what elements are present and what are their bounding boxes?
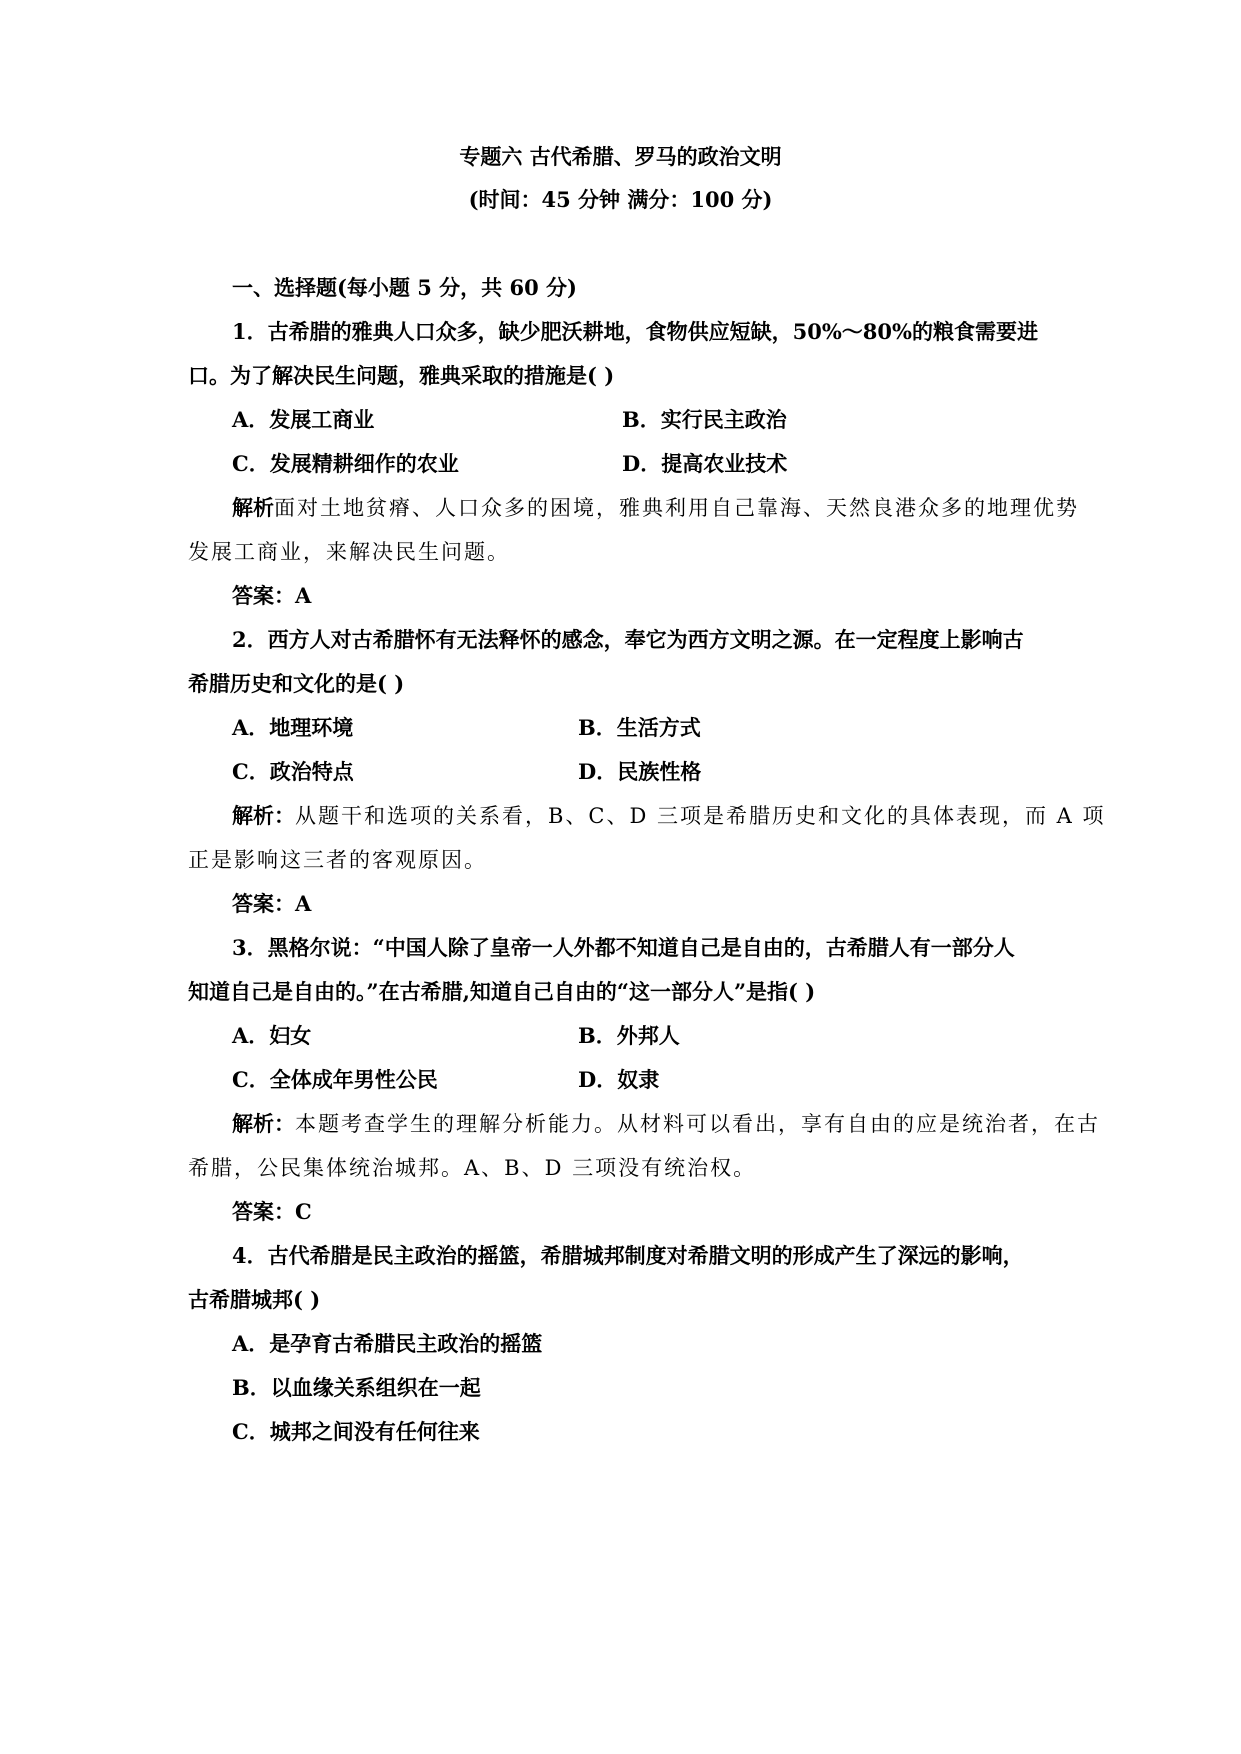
question-3-stem-line-2: 知道自己是自由的。”在古希腊,知道自己自由的“这一部分人”是指( ) bbox=[188, 979, 816, 1004]
question-3-stem-line-1: 3．黑格尔说：“中国人除了皇帝一人外都不知道自己是自由的，古希腊人有一部分人 bbox=[232, 935, 1015, 960]
question-4-option-c: C．城邦之间没有任何往来 bbox=[232, 1419, 480, 1444]
question-1-option-b: B．实行民主政治 bbox=[622, 407, 787, 432]
analysis-text: 本题考查学生的理解分析能力。从材料可以看出，享有自由的应是统治者，在古 bbox=[295, 1112, 1100, 1136]
question-2-option-d: D．民族性格 bbox=[578, 759, 702, 784]
question-4-option-b: B．以血缘关系组织在一起 bbox=[232, 1375, 481, 1400]
page-subtitle: (时间：45 分钟 满分：100 分) bbox=[468, 187, 773, 212]
question-3-option-d: D．奴隶 bbox=[578, 1067, 660, 1092]
question-1-option-a: A．发展工商业 bbox=[232, 407, 375, 432]
question-1-analysis-line-2: 发展工商业，来解决民生问题。 bbox=[188, 540, 510, 564]
section-heading: 一、选择题(每小题 5 分，共 60 分) bbox=[232, 275, 577, 300]
analysis-text: 面对土地贫瘠、人口众多的困境，雅典利用自己靠海、天然良港众多的地理优势 bbox=[274, 496, 1079, 520]
question-3-analysis-line-1 bbox=[232, 1109, 1100, 1139]
question-2-stem-line-1: 2．西方人对古希腊怀有无法释怀的感念，奉它为西方文明之源。在一定程度上影响古 bbox=[232, 627, 1024, 652]
question-3-analysis-line-2: 希腊，公民集体统治城邦。A、B、D 三项没有统治权。 bbox=[188, 1156, 757, 1180]
question-2-analysis-line-2: 正是影响这三者的客观原因。 bbox=[188, 848, 487, 872]
question-1-stem-line-1: 1．古希腊的雅典人口众多，缺少肥沃耕地，食物供应短缺，50%～80%的粮食需要进 bbox=[232, 319, 1038, 344]
question-4-stem-line-1: 4．古代希腊是民主政治的摇篮，希腊城邦制度对希腊文明的形成产生了深远的影响， bbox=[232, 1243, 1024, 1268]
question-2-option-c: C．政治特点 bbox=[232, 759, 354, 784]
question-2-analysis-line-1 bbox=[232, 801, 1106, 831]
question-1-analysis-line-1 bbox=[232, 493, 1079, 523]
question-1-option-d: D．提高农业技术 bbox=[622, 451, 788, 476]
question-3-option-c: C．全体成年男性公民 bbox=[232, 1067, 438, 1092]
question-3-option-b: B．外邦人 bbox=[578, 1023, 680, 1048]
question-4-option-a: A．是孕育古希腊民主政治的摇篮 bbox=[232, 1331, 543, 1356]
question-1-stem-line-2: 口。为了解决民生问题，雅典采取的措施是( ) bbox=[188, 363, 615, 388]
question-1-option-c: C．发展精耕细作的农业 bbox=[232, 451, 459, 476]
page-title: 专题六 古代希腊、罗马的政治文明 bbox=[459, 144, 782, 169]
question-3-answer: 答案：C bbox=[232, 1199, 312, 1224]
question-1-answer: 答案：A bbox=[232, 583, 312, 608]
analysis-label: 解析： bbox=[232, 1111, 295, 1136]
question-4-stem-line-2: 古希腊城邦( ) bbox=[188, 1287, 321, 1312]
question-3-option-a: A．妇女 bbox=[232, 1023, 312, 1048]
analysis-label: 解析 bbox=[232, 495, 274, 520]
analysis-text: 从题干和选项的关系看，B、C、D 三项是希腊历史和文化的具体表现，而 A 项 bbox=[295, 804, 1106, 828]
question-2-answer: 答案：A bbox=[232, 891, 312, 916]
question-2-option-b: B．生活方式 bbox=[578, 715, 701, 740]
question-2-option-a: A．地理环境 bbox=[232, 715, 354, 740]
analysis-label: 解析： bbox=[232, 803, 295, 828]
question-2-stem-line-2: 希腊历史和文化的是( ) bbox=[188, 671, 405, 696]
